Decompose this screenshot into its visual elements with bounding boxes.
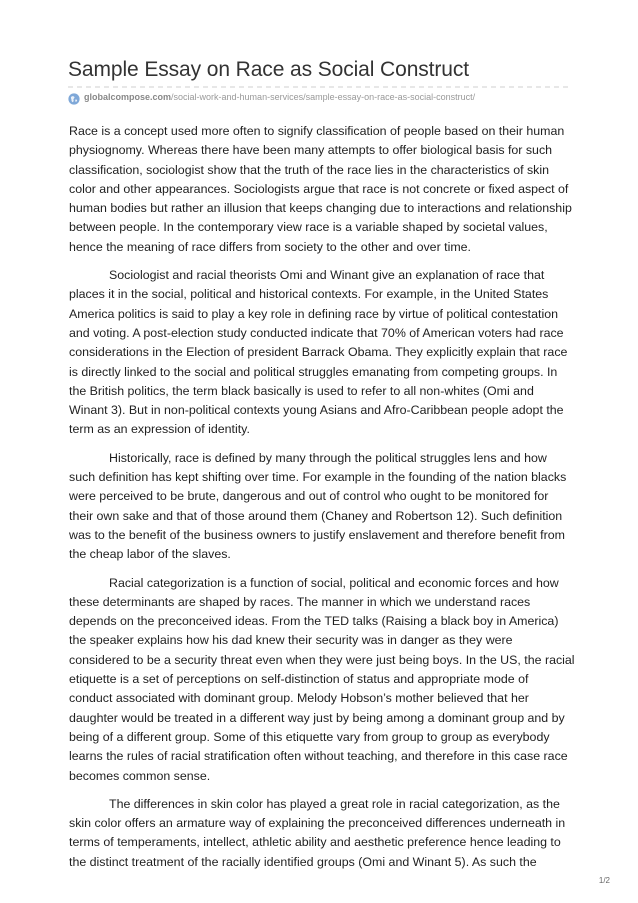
source-line [68, 90, 570, 106]
page-title: Sample Essay on Race as Social Construct [68, 58, 470, 81]
essay-body [69, 122, 575, 881]
paragraph-5: The differences in skin color has played a great role in racial categorization, as the skin color offers an armature way of explaining the preconceived differences underneath in terms of temperaments, intellect, athletic ability and aesthetic preference hence leading to the distinct treatment of the racially identified groups (Omi and Winant 5). As such the [69, 796, 566, 869]
paragraph-2: Sociologist and racial theorists Omi and Winant give an explanation of race that places it in the social, political and historical contexts. For example, in the United States America politics is said to play a key role in defining race by virtue of political contestation and voting. A post-election study conducted indicate that 70% of American voters had race considerations in the Election of president Barrack Obama. They explicitly explain that race is directly linked to the social and political struggles emanating from competing groups. In the British politics, the term black basically is used to refer to all non-whites (Omi and Winant 3). But in non-political contexts young Asians and Afro-Caribbean people adopt the term as an expression of identity. [69, 268, 568, 437]
source-link[interactable] [84, 92, 475, 102]
paragraph-4: Racial categorization is a function of social, political and economic forces and how these determinants are shaped by races. The manner in which we understand races depends on the preconceived ideas. From the TED talks (Raising a black boy in America) the speaker explains how his dad knew their security was in danger as they were considered to be a security threat even when they were just being boys. In the US, the racial etiquette is a set of perceptions on self-distinction of status and appropriate mode of conduct associated with dominant group. Melody Hobson’s mother believed that her daughter would be treated in a different way just by being among a dominant group and by being of a different group. Some of this etiquette vary from group to group as everybody learns the rules of racial stratification often without teaching, and therefore in this case race becomes common sense. [69, 575, 575, 783]
globe-icon [68, 92, 80, 104]
divider-wrapper [68, 91, 570, 92]
paragraph-1: Race is a concept used more often to signify classification of people based on their human physiognomy. Whereas there have been many attempts to offer biological basis for such classification, sociologist show that the truth of the race lies in the characteristics of skin color and other appearances. Sociologists argue that race is not concrete or fixed aspect of human bodies but rather an illusion that keeps changing due to interactions and relationship between people. In the contemporary view race is a variable shaped by societal values, hence the meaning of race differs from society to the other and over time. [69, 124, 572, 254]
page-number: 1/2 [598, 876, 610, 885]
paragraph-3: Historically, race is defined by many through the political struggles lens and how such definition has kept shifting over time. For example in the founding of the nation blacks were perceived to be brute, dangerous and out of control who ought to be monitored for their own sake and that of those around them (Chaney and Robertson 12). Such definition was to the benefit of the business owners to justify enslavement and therefore benefit from the cheap labor of the slaves. [69, 450, 567, 562]
source-domain: globalcompose.com [84, 92, 172, 102]
source-path: /social-work-and-human-services/sample-essay-on-race-as-social-construct/ [171, 92, 476, 102]
